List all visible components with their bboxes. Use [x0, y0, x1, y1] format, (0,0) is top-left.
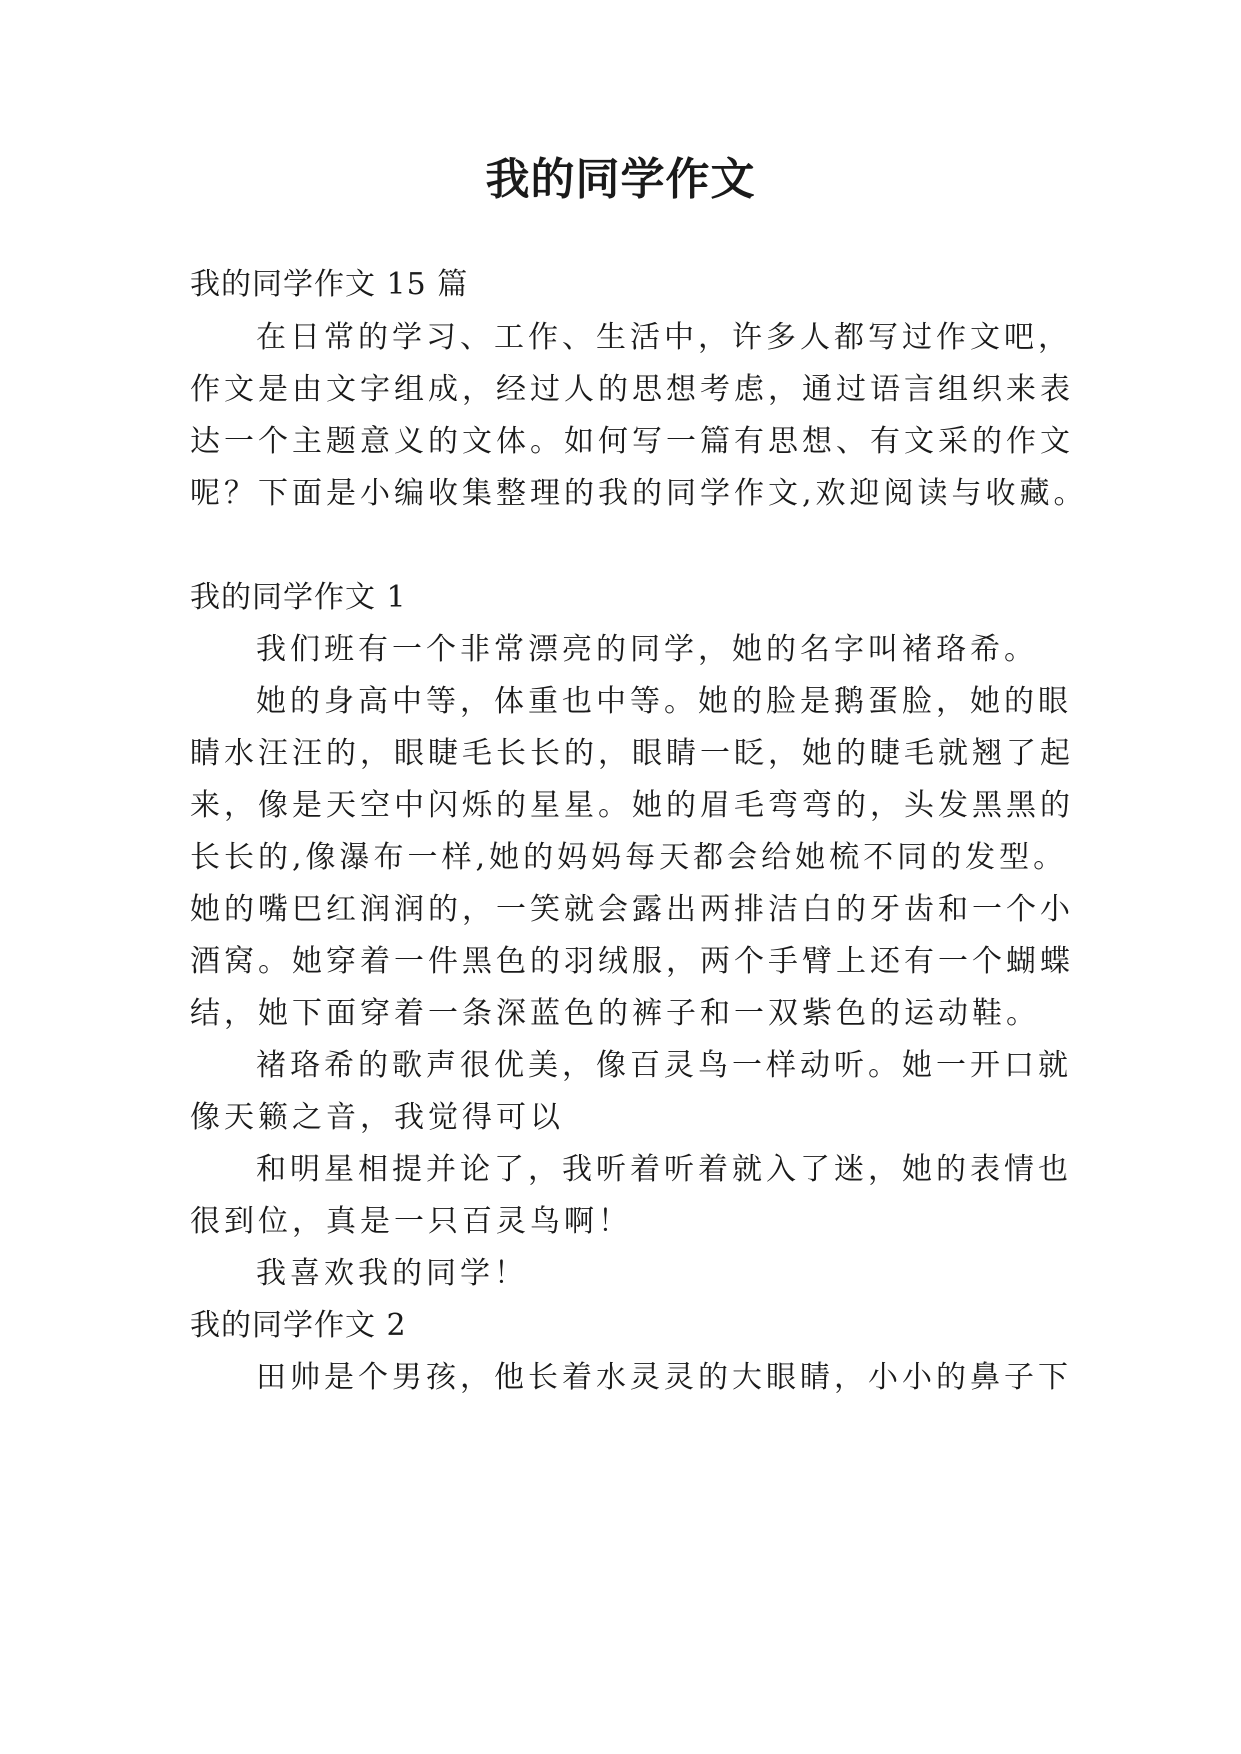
paragraph-line: 来，像是天空中闪烁的星星。她的眉毛弯弯的，头发黑黑的 — [190, 788, 1074, 823]
paragraph-line: 像天籁之音，我觉得可以 — [190, 1100, 564, 1135]
paragraph-line: 达一个主题意义的文体。如何写一篇有思想、有文采的作文 — [190, 424, 1074, 459]
paragraph-line: 她的嘴巴红润润的，一笑就会露出两排洁白的牙齿和一个小 — [190, 892, 1074, 927]
paragraph-line: 在日常的学习、工作、生活中，许多人都写过作文吧， — [256, 320, 1072, 355]
paragraph-line: 她的身高中等，体重也中等。她的脸是鹅蛋脸，她的眼 — [256, 684, 1072, 719]
section-heading: 我的同学作文 2 — [190, 1308, 407, 1343]
paragraph-line: 田帅是个男孩，他长着水灵灵的大眼睛，小小的鼻子下 — [256, 1360, 1072, 1395]
section-heading: 我的同学作文 1 — [190, 580, 407, 615]
paragraph-line: 长长的,像瀑布一样,她的妈妈每天都会给她梳不同的发型。 — [190, 840, 1068, 875]
paragraph-line: 我们班有一个非常漂亮的同学，她的名字叫褚珞希。 — [256, 632, 1038, 667]
paragraph-line: 褚珞希的歌声很优美，像百灵鸟一样动听。她一开口就 — [256, 1048, 1072, 1083]
paragraph-line: 和明星相提并论了，我听着听着就入了迷，她的表情也 — [256, 1152, 1072, 1187]
paragraph-line: 很到位，真是一只百灵鸟啊！ — [190, 1204, 632, 1239]
paragraph-line: 酒窝。她穿着一件黑色的羽绒服，两个手臂上还有一个蝴蝶 — [190, 944, 1074, 979]
paragraph-line: 我喜欢我的同学！ — [256, 1256, 528, 1291]
paragraph-line: 睛水汪汪的，眼睫毛长长的，眼睛一眨，她的睫毛就翘了起 — [190, 736, 1074, 771]
paragraph-line: 呢？下面是小编收集整理的我的同学作文,欢迎阅读与收藏。 — [190, 476, 1088, 511]
document-title: 我的同学作文 — [485, 154, 756, 205]
paragraph-line: 作文是由文字组成，经过人的思想考虑，通过语言组织来表 — [190, 372, 1074, 407]
paragraph-line: 结，她下面穿着一条深蓝色的裤子和一双紫色的运动鞋。 — [190, 996, 1040, 1031]
section-heading: 我的同学作文 15 篇 — [190, 267, 469, 302]
